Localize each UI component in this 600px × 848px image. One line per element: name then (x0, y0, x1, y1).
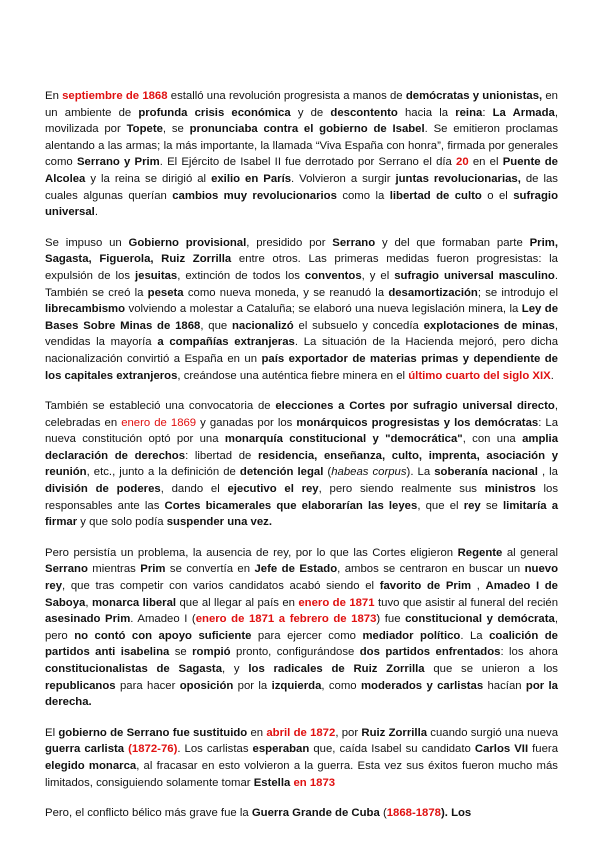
text-run: , (471, 580, 486, 593)
text-run: fuera (528, 743, 559, 756)
text-run: 20 (456, 156, 469, 169)
text-run: 1868-1878 (386, 807, 441, 820)
text-run: En (45, 90, 63, 102)
text-run: de las cuales algunas querían (45, 172, 558, 202)
text-run: país exportador de materias primas y dependiente de los capitales extranjeros (45, 352, 558, 382)
text-run: Se impuso un (45, 236, 129, 249)
text-run: : los ahora (500, 646, 558, 659)
text-run: a compañías extranjeras (157, 336, 295, 349)
text-run: libertad de culto (389, 189, 482, 202)
text-run: Serrano y Prim (76, 156, 160, 169)
text-run: , que el (417, 499, 464, 512)
text-run: para hacer (115, 679, 180, 692)
text-run: Topete (126, 123, 163, 136)
text-run: nacionalizó (231, 319, 294, 332)
text-run: , presidido por (246, 236, 333, 249)
text-run: exilio en París (211, 172, 292, 185)
text-run: ejecutivo el rey (227, 483, 319, 496)
text-run: habeas corpus (331, 466, 407, 479)
text-run: Carlos VII (474, 743, 529, 756)
text-run: por la (233, 679, 272, 692)
text-run: los radicales de Ruiz Zorrilla (248, 663, 425, 675)
text-run: Regente (457, 546, 503, 559)
text-run: . La (460, 629, 490, 642)
text-run: favorito de Prim (379, 580, 472, 593)
text-run: peseta (147, 286, 184, 299)
text-run: sufragio universal (45, 189, 558, 219)
text-run: Gobierno provisional (128, 236, 247, 249)
text-run: constitucional y demócrata (405, 613, 555, 626)
text-run: amplia declaración de derechos (45, 433, 558, 462)
text-run: nuevo rey (45, 563, 558, 593)
text-run: Cortes bicamerales que elaborarían las leyes (164, 499, 418, 512)
text-run: elegido monarca (45, 759, 137, 772)
text-run: ministros (484, 483, 536, 496)
text-run: Puente de Alcolea (45, 156, 558, 185)
text-run: Serrano (45, 563, 88, 576)
text-run: rompió (192, 646, 231, 659)
text-run: tuvo que asistir al funeral del recién (374, 596, 559, 609)
text-run: También se estableció una convocatoria de (45, 400, 276, 413)
paragraph-amadeo-saboya (45, 545, 558, 711)
text-run: hacían (483, 679, 526, 692)
text-run: jesuitas (134, 269, 178, 282)
text-run: , creándose una auténtica fiebre minera en el (177, 369, 409, 382)
text-run: conventos (304, 269, 362, 282)
text-run: . (550, 369, 554, 382)
text-run: Amadeo I de Saboya (45, 580, 558, 609)
text-run: estalló una revolución progresista a manos de (167, 90, 406, 102)
text-run: enero de 1869 (121, 416, 197, 429)
text-run: . También se creó la (45, 269, 558, 299)
text-run: que se unieron a los (424, 663, 558, 675)
text-run: , y (222, 663, 249, 675)
text-run: Estella (253, 776, 291, 789)
text-run: monarquía constitucional y "democrática" (224, 433, 463, 446)
text-run: profunda crisis económica (138, 106, 291, 119)
paragraph-gobierno-provisional (45, 235, 558, 384)
text-run: no contó con apoyo suficiente (74, 629, 252, 642)
text-run: , vendidas la mayoría (45, 319, 558, 349)
paragraph-revolucion-1868 (45, 88, 558, 221)
text-run: en el (468, 156, 503, 169)
text-run: en (247, 726, 267, 739)
text-run: por la derecha. (45, 679, 558, 709)
text-run: soberanía nacional (434, 466, 538, 479)
text-run: cuando surgió una nueva (427, 726, 558, 739)
text-run: monarca liberal (91, 596, 177, 609)
text-run: . Amadeo I ( (130, 613, 196, 626)
text-run: Pero persistía un problema, la ausencia de rey, por lo que las Cortes eligieron (45, 546, 458, 559)
paragraph-guerra-cuba (45, 805, 558, 822)
text-run: oposición (179, 679, 234, 692)
text-run: , etc., junto a la definición de (86, 466, 240, 479)
text-run: detención legal (239, 466, 324, 479)
text-run: coalición de partidos anti isabelina (45, 629, 558, 659)
text-run: , al fracasar en esto volvieron a la guerra. Esta vez sus éxitos fueron mucho más limitados, consiguiendo solamente tomar (45, 759, 558, 789)
text-run: : libertad de (185, 449, 259, 462)
text-run: al general (502, 546, 558, 559)
text-run: residencia, enseñanza, culto, imprenta, asociación y reunión (45, 449, 559, 479)
text-run: se (480, 499, 504, 512)
text-run: Ruiz Zorrilla (361, 726, 428, 739)
text-run: y ganadas por los (196, 416, 297, 429)
text-run: , extinción de todos los (177, 269, 305, 282)
text-run: , celebradas en (45, 400, 558, 429)
text-run: ) fue (376, 613, 406, 626)
text-run: ). Los (440, 807, 472, 820)
text-run: sufragio universal masculino (394, 269, 555, 282)
text-run: Pero, el conflicto bélico más grave fue la (45, 807, 252, 820)
text-run: y la reina se dirigió al (85, 172, 212, 185)
text-run: , pero (45, 613, 558, 642)
text-run: librecambismo (45, 303, 126, 316)
text-run: : (482, 106, 493, 119)
text-run: (1872-76) (128, 743, 178, 756)
text-run: , con una (462, 433, 523, 446)
text-run: , como (321, 679, 361, 692)
text-run: pronto, configurándose (230, 646, 360, 659)
text-run: explotaciones de minas (423, 319, 555, 332)
text-run: entre otros. Las primeras medidas fueron progresistas: la expulsión de los (45, 253, 558, 282)
text-run: , que (200, 319, 232, 332)
text-run: ( (323, 466, 332, 479)
text-run: moderados y carlistas (360, 679, 484, 692)
text-run: pronunciaba contra el gobierno de Isabel (189, 123, 425, 136)
text-run: enero de 1871 (298, 596, 375, 609)
text-run: división de poderes (45, 483, 161, 496)
text-run: , que tras competir con varios candidatos acabó siendo el (62, 580, 380, 593)
text-run: . La situación de la Hacienda mejoró, pero dicha nacionalización convirtió a España en un (45, 336, 559, 365)
text-run: , la (537, 466, 558, 479)
text-run: , ambos se centraron en buscar un (337, 563, 525, 576)
text-run: gobierno de Serrano fue sustituido (58, 726, 248, 739)
text-run: dos partidos enfrentados (359, 646, 501, 659)
text-run: ). La (406, 466, 435, 479)
text-run: se convertía en (165, 563, 255, 576)
text-run: y del que formaban parte (375, 236, 530, 249)
paragraph-elecciones-constitucion (45, 398, 558, 531)
text-run: como nueva moneda, y se reanudó la (183, 286, 389, 299)
text-run: mientras (87, 563, 141, 576)
text-run: constitucionalistas de Sagasta (45, 663, 223, 675)
text-run: rey (463, 499, 481, 512)
text-run: o el (481, 189, 514, 202)
text-run: último cuarto del siglo XIX (408, 369, 551, 382)
text-run: , movilizada por (45, 106, 558, 136)
text-run: esperaban (252, 743, 310, 756)
text-run: , y el (361, 269, 395, 282)
text-run: como la (336, 189, 390, 202)
text-run: , dando el (160, 483, 228, 496)
text-run: ; se introdujo el (477, 286, 558, 299)
text-run: limitaría a firmar (45, 499, 558, 529)
text-run: . Se emitieron proclamas alentando a las armas; la más importante, la llamada “Viva España con honra”, firmada por generales como (45, 123, 558, 169)
text-run: , pero siendo realmente sus (318, 483, 485, 496)
text-run: demócratas y unionistas, (405, 90, 543, 102)
text-run: Jefe de Estado (254, 563, 338, 576)
text-run: suspender una vez. (166, 516, 272, 529)
text-run: reina (455, 106, 483, 119)
text-run: los responsables ante las (45, 483, 559, 512)
text-run: La Armada (492, 106, 555, 119)
text-run: para ejercer como (251, 629, 363, 642)
text-run: monárquicos progresistas y los demócratas (296, 416, 539, 429)
text-run: juntas revolucionarias, (395, 172, 521, 185)
text-run: . (94, 206, 98, 219)
text-run: se (169, 646, 193, 659)
text-run: El (45, 726, 59, 739)
text-run: . Los carlistas (177, 743, 253, 756)
text-run: asesinado Prim (45, 613, 131, 626)
text-run: . Volvieron a surgir (291, 172, 396, 185)
text-run: y que solo podía (77, 516, 167, 529)
text-run: enero de 1871 a febrero de 1873 (195, 613, 377, 626)
text-run: septiembre de 1868 (62, 90, 168, 102)
text-run: mediador político (362, 629, 461, 642)
text-run: Guerra Grande de Cuba (251, 807, 380, 820)
text-run: republicanos (45, 679, 116, 692)
text-run: . El Ejército de Isabel II fue derrotado por Serrano el día (159, 156, 457, 169)
text-run: en un ambiente de (45, 90, 558, 119)
text-run: Prim, Sagasta, Figuerola, Ruiz Zorrilla (45, 236, 558, 266)
text-run: izquierda (271, 679, 322, 692)
text-run: ( (379, 807, 387, 820)
text-run: descontento (330, 106, 398, 119)
text-run: y de (290, 106, 331, 119)
text-run: en 1873 (293, 776, 336, 789)
text-run: , se (162, 123, 190, 136)
text-run: , por (335, 726, 362, 739)
text-run: abril de 1872 (266, 726, 336, 739)
text-run: volviendo a molestar a Cataluña; se elaboró una nueva legislación minera, la (125, 303, 522, 316)
text-run: cambios muy revolucionarios (172, 189, 337, 202)
text-run: , (85, 596, 92, 609)
text-run: Ley de Bases Sobre Minas de 1868 (45, 303, 558, 332)
text-run: el subsuelo y concedía (293, 319, 424, 332)
text-run: elecciones a Cortes por sufragio universal directo (275, 400, 555, 413)
text-run: : La nueva constitución optó por una (45, 416, 559, 446)
text-run: hacia la (397, 106, 456, 119)
text-run: Serrano (332, 236, 376, 249)
text-run: guerra carlista (45, 743, 125, 756)
paragraph-guerra-carlista (45, 725, 558, 791)
text-run: que, caída Isabel su candidato (309, 743, 475, 756)
text-run: que al llegar al país en (176, 596, 299, 609)
text-run: Prim (140, 563, 166, 576)
text-run: desamortización (388, 286, 478, 299)
